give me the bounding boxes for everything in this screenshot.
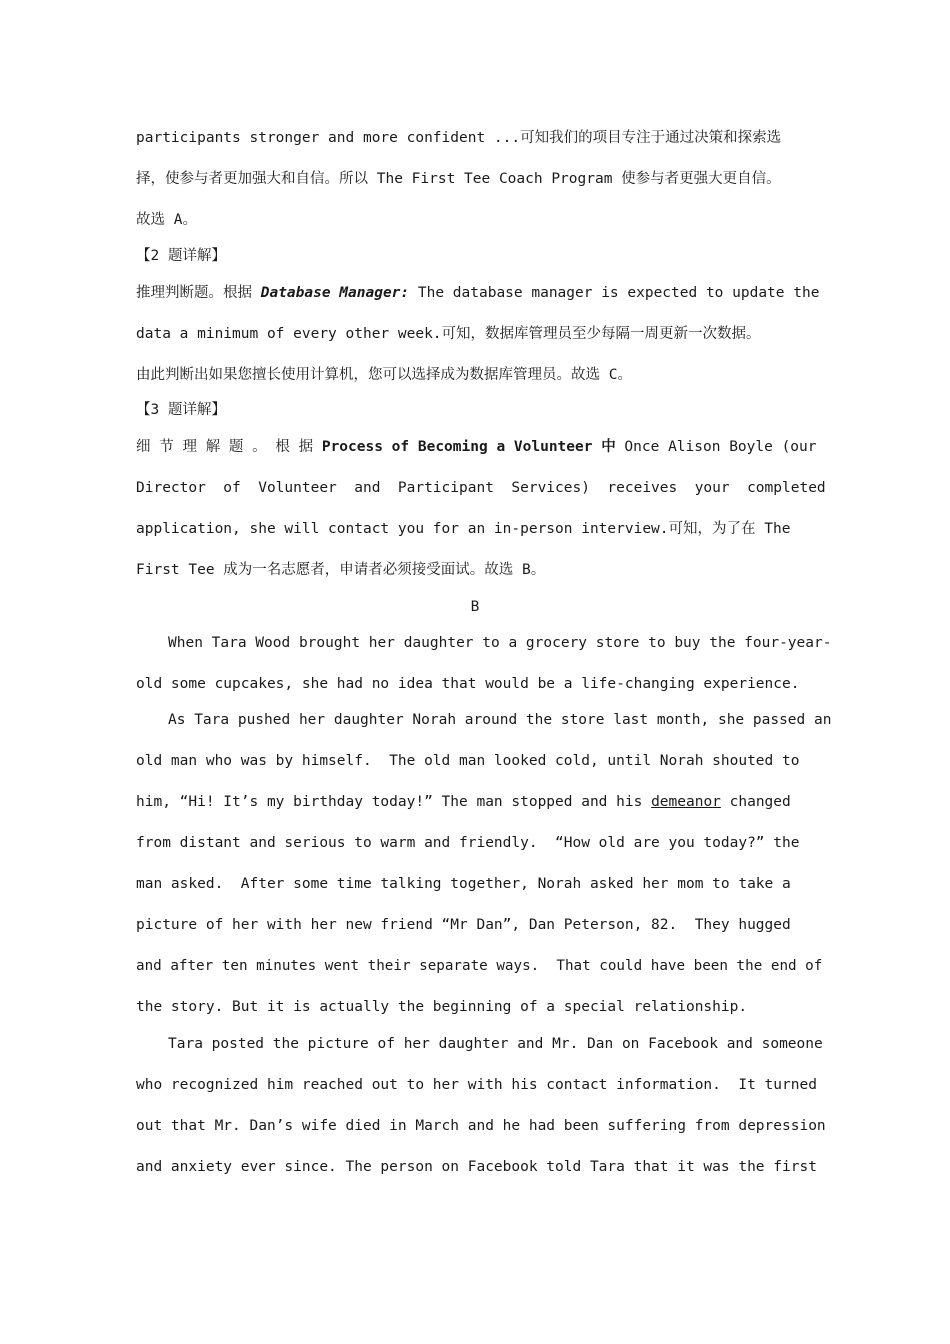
- passage-title: B: [470, 599, 480, 615]
- q2-keyword: Database Manager:: [260, 285, 410, 301]
- p2-line-3-pre: him, “Hi! It’s my birthday today!” The man stopped and his: [136, 794, 652, 810]
- p2-line-8: the story. But it is actually the beginning of a special relationship.: [136, 999, 748, 1015]
- q2-line-1-post: The database manager is expected to update the: [409, 285, 820, 301]
- q2-line-2: data a minimum of every other week.可知，数据库管理员至少每隔一周更新一次数据。: [136, 326, 761, 342]
- underlined-word: demeanor: [651, 794, 721, 810]
- analysis-line-3: 故选 A。: [136, 212, 197, 228]
- p2-line-7: and after ten minutes went their separate ways. That could have been the end of: [136, 958, 823, 974]
- p2-line-2: old man who was by himself. The old man looked cold, until Norah shouted to: [136, 753, 800, 769]
- q2-line-1: [136, 283, 819, 303]
- p2-line-6: picture of her with her new friend “Mr Dan”, Dan Peterson, 82. They hugged: [136, 917, 791, 933]
- analysis-line-2: 择，使参与者更加强大和自信。所以 The First Tee Coach Program 使参与者更强大更自信。: [136, 171, 781, 187]
- p1-line-1: When Tara Wood brought her daughter to a grocery store to buy the four-year-: [168, 635, 832, 651]
- q2-heading: 【2 题详解】: [136, 248, 226, 264]
- q2-line-3: 由此判断出如果您擅长使用计算机，您可以选择成为数据库管理员。故选 C。: [136, 367, 632, 383]
- p2-line-1: As Tara pushed her daughter Norah around the store last month, she passed an: [168, 712, 832, 728]
- q3-line-1-post: Once Alison Boyle (our: [615, 439, 817, 455]
- q3-line-3: application, she will contact you for an in-person interview.可知，为了在 The: [136, 521, 791, 537]
- p2-line-5: man asked. After some time talking together, Norah asked her mom to take a: [136, 876, 791, 892]
- p1-line-2: old some cupcakes, she had no idea that would be a life-changing experience.: [136, 676, 800, 692]
- q3-line-1-pre: 细 节 理 解 题 。 根 据: [136, 439, 322, 455]
- q3-line-4: First Tee 成为一名志愿者，申请者必须接受面试。故选 B。: [136, 562, 546, 578]
- p3-line-1: Tara posted the picture of her daughter and Mr. Dan on Facebook and someone: [168, 1036, 823, 1052]
- q3-heading: 【3 题详解】: [136, 402, 226, 418]
- p2-line-4: from distant and serious to warm and friendly. “How old are you today?” the: [136, 835, 800, 851]
- q3-line-2: Director of Volunteer and Participant Services) receives your completed: [136, 480, 826, 496]
- p3-line-4: and anxiety ever since. The person on Facebook told Tara that it was the first: [136, 1159, 817, 1175]
- q3-keyword: Process of Becoming a Volunteer 中: [321, 439, 616, 455]
- analysis-line-1: participants stronger and more confident ...可知我们的项目专注于通过决策和探索选: [136, 130, 782, 146]
- p3-line-3: out that Mr. Dan’s wife died in March and he had been suffering from depression: [136, 1118, 826, 1134]
- q3-line-1: [136, 437, 817, 457]
- p3-line-2: who recognized him reached out to her with his contact information. It turned: [136, 1077, 817, 1093]
- p2-line-3: [136, 792, 791, 812]
- p2-line-3-post: changed: [720, 794, 791, 810]
- q2-line-1-pre: 推理判断题。根据: [136, 285, 261, 301]
